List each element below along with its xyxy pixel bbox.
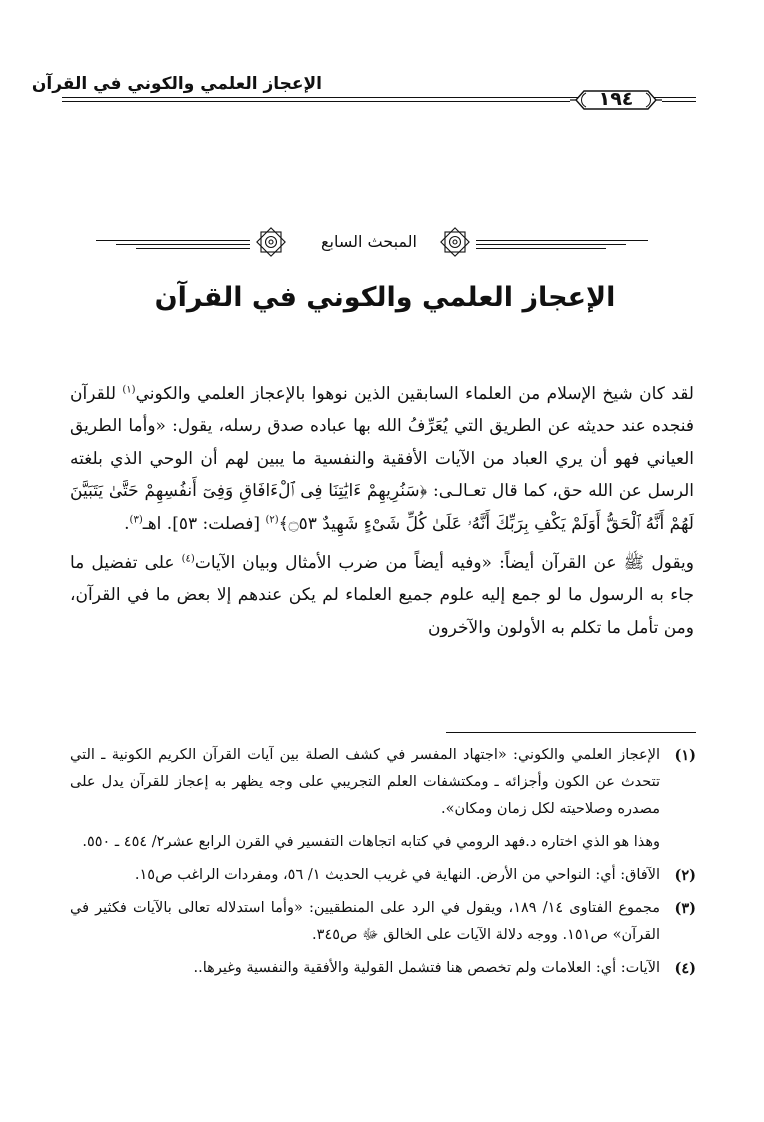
floral-ornament-icon [254,225,288,259]
footnote-number: (٣) [674,900,696,917]
ornament-rule-left-1 [96,240,250,241]
footnote-1 [70,742,696,823]
p1-text-end: . [124,513,130,534]
p2-text-b: على تفضيل ما جاء به الرسول ما لو جمع إليه علوم جميع العلماء لم يكن عندهم إلا بعض ما في القرآن، ومن تأمل ما تكلم به الأولون والآخرون [70,553,694,638]
footnote-text: مجموع الفتاوى ١٤/ ١٨٩، ويقول في الرد على المنطقيين: «وأما استدلاله تعالى بالآيات فكثير في القرآن» ص١٥١. ووجه دلالة الآيات على الخالق ﷻ ص٣٤٥. [70,900,661,943]
footnote-number: (٤) [674,960,696,977]
footnote-text: الآفاق: أي: النواحي من الأرض. النهاية في غريب الحديث ١/ ٥٦، ومفردات الراغب ص١٥. [134,867,660,883]
floral-ornament-icon [438,225,472,259]
footnote-separator [446,732,696,733]
header-rule-right-bottom [662,101,696,102]
ornament-rule-right-1 [476,240,648,241]
ornament-rule-right-2 [476,244,626,245]
running-title: الإعجاز العلمي والكوني في القرآن [31,74,322,94]
p1-text-a: لقد كان شيخ الإسلام من العلماء السابقين الذين نوهوا بالإعجاز العلمي والكوني [135,384,694,404]
footnote-ref-3: (٣) [129,513,143,525]
paragraph-1 [70,378,694,540]
section-label: المبحث السابع [321,232,417,251]
chapter-title: الإعجاز العلمي والكوني في القرآن [154,282,616,313]
p1-text-c: [فصلت: ٥٣]. اهـ [142,513,266,534]
body-text [70,378,694,644]
page-number: ١٩٤ [598,88,634,110]
footnote-3 [70,895,696,949]
footnote-text: الإعجاز العلمي والكوني: «اجتهاد المفسر في كشف الصلة بين آيات القرآن الكريم الكونية ـ التي تتحدث عن الكون وأجزائه ـ ومكتشفات العلم التجريبي على وجه يظهر به إعجاز للقرآن يدل على مصدره وصلاحيته لكل زمان ومكان». [70,747,660,817]
p2-text-a: ويقول ﷺ عن القرآن أيضاً: «وفيه أيضاً من ضرب الأمثال وبيان الآيات [194,553,694,574]
footnotes [70,742,696,988]
footnote-text: الآيات: أي: العلامات ولم تخصص هنا فتشمل القولية والأفقية والنفسية وغيرها.. [193,960,660,976]
ornament-rule-left-3 [136,248,250,249]
p1-text-b: للقرآن فنجده عند حديثه عن الطريق التي يُعَرِّفُ الله بها عباده صدق رسله، يقول: «وأما الطريق العياني فهو أن يري العباد من الآيات الأفقية والنفسية ما يبين لهم أن الوحي الذي بلغته الرسل عن الله حق، كما قال تعـالـى: [70,384,694,502]
header-rule-bottom [62,101,570,102]
footnote-number: (١) [674,747,696,764]
footnote-ref-2: (٢) [265,513,279,525]
footnote-4 [70,955,696,982]
footnote-number: (٢) [674,867,696,884]
footnote-ref-1: (١) [122,384,136,396]
ornament-rule-right-3 [476,248,606,249]
quran-verse: ﴿سَنُرِيهِمْ ءَايَٰتِنَا فِى ٱلْءَافَاقِ وَفِىٓ أَنفُسِهِمْ حَتَّىٰ يَتَبَيَّنَ لَهُمْ أَنَّهُ ٱلْحَقُّ أَوَلَمْ يَكْفِ بِرَبِّكَ أَنَّهُۥ عَلَىٰ كُلِّ شَىْءٍ شَهِيدٌ ۝٥٣﴾ [70,481,694,534]
footnote-2 [70,862,696,889]
footnote-ref-4: (٤) [181,553,195,565]
paragraph-2 [70,547,694,644]
footnote-1-continuation: وهذا هو الذي اختاره د.فهد الرومي في كتابه اتجاهات التفسير في القرن الرابع عشر٢/ ٤٥٤ ـ ٥٥٠. [82,834,660,850]
header-rule-right-top [662,97,696,98]
ornament-rule-left-2 [116,244,250,245]
